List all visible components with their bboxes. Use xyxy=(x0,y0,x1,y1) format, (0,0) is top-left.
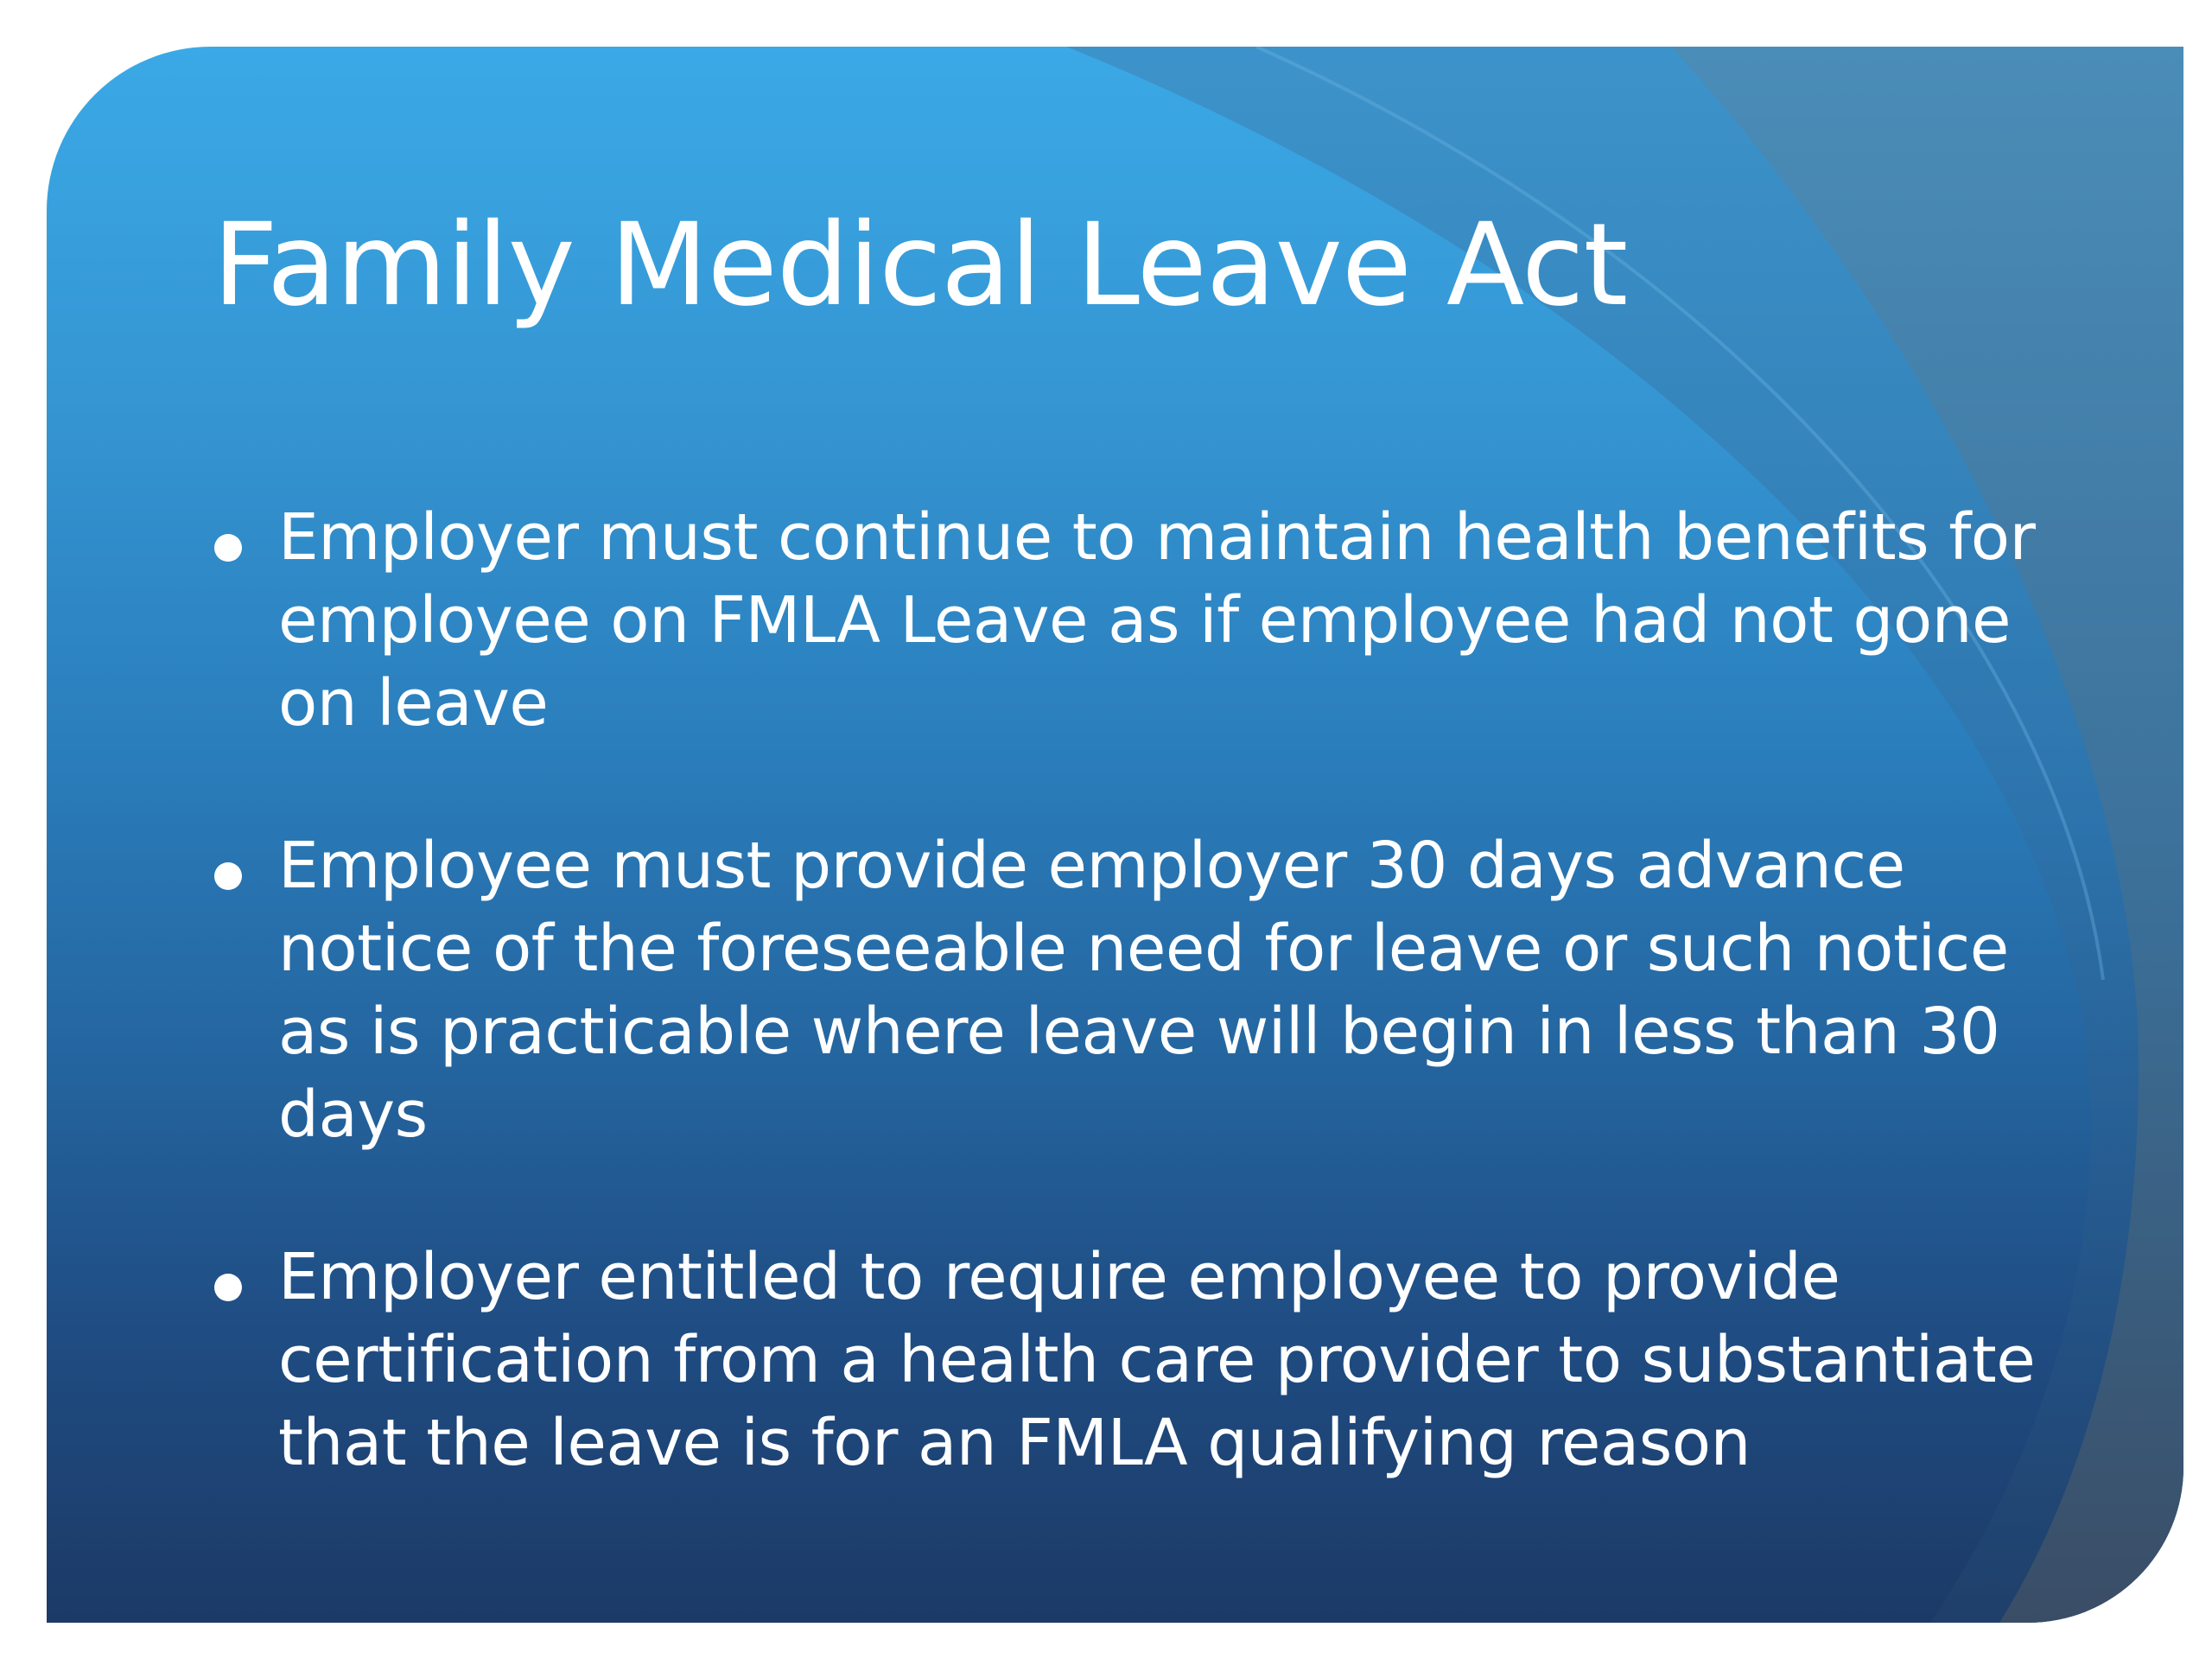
bullet-dot-icon xyxy=(214,534,242,562)
bullet-list xyxy=(213,496,2070,1564)
bullet-item xyxy=(213,496,2070,745)
bullet-text: Employer must continue to maintain health benefits for employee on FMLA Leave as if employee had not gone on leave xyxy=(278,500,2036,741)
slide xyxy=(47,47,2183,1623)
slide-title: Family Medical Leave Act xyxy=(213,199,1628,332)
bullet-dot-icon xyxy=(214,862,242,890)
bullet-text: Employer entitled to require employee to provide certification from a health care provider to substantiate that the leave is for an FMLA qualifying reason xyxy=(278,1240,2036,1480)
bullet-item xyxy=(213,824,2070,1156)
bullet-dot-icon xyxy=(214,1274,242,1301)
bullet-text: Employee must provide employer 30 days advance notice of the foreseeable need for leave or such notice as is practicable where leave will begin in less than 30 days xyxy=(278,829,2009,1152)
bullet-item xyxy=(213,1236,2070,1484)
